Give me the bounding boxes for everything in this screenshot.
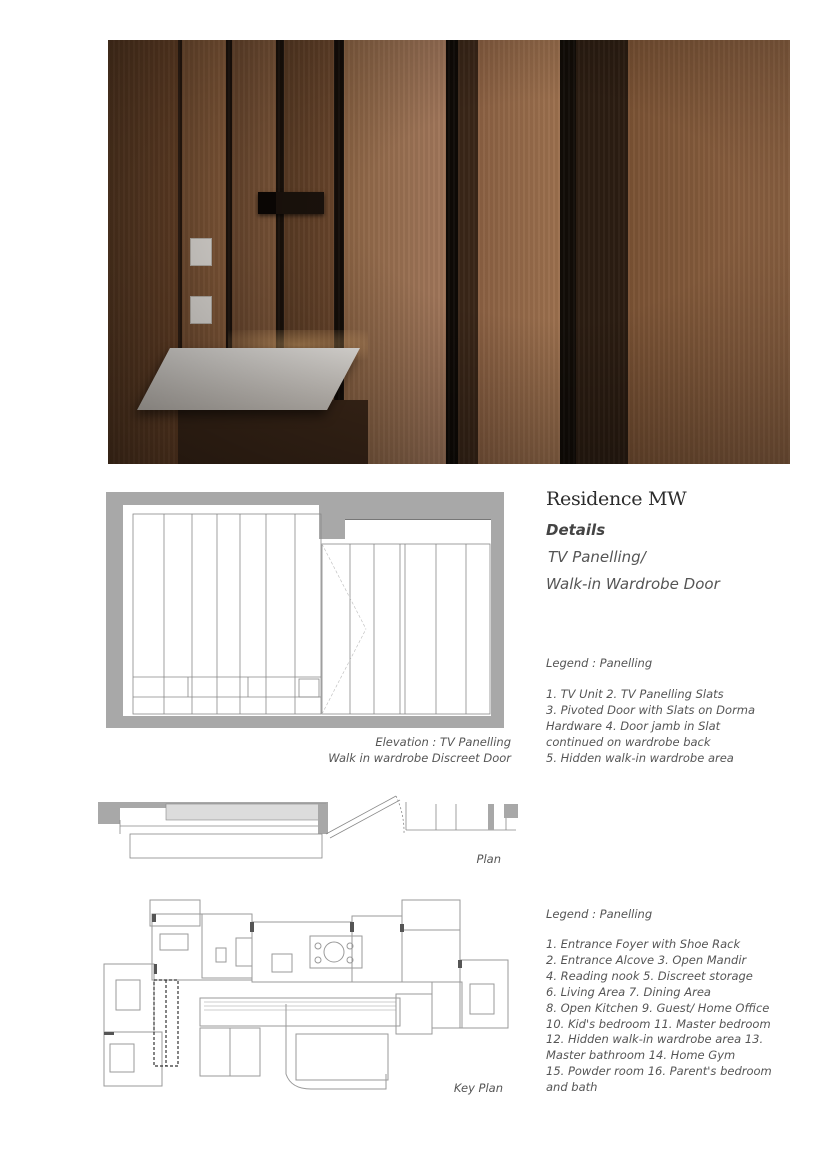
- elevation-caption-1: Elevation : TV Panelling: [375, 735, 511, 749]
- legend-item: 6. Living Area 7. Dining Area: [546, 984, 711, 999]
- photo-vignette: [108, 40, 790, 464]
- legend-item: 15. Powder room 16. Parent's bedroom: [546, 1064, 772, 1079]
- legend-item: 1. TV Unit 2. TV Panelling Slats: [546, 687, 724, 701]
- legend-item: continued on wardrobe back: [546, 734, 711, 749]
- key-plan-drawing: [96, 894, 526, 1100]
- legend-item: 8. Open Kitchen 9. Guest/ Home Office: [546, 1000, 770, 1015]
- elevation-caption-2: Walk in wardrobe Discreet Door: [328, 751, 511, 765]
- legend-list-bottom: [546, 937, 786, 1096]
- elevation-drawing: [106, 492, 526, 732]
- legend-item: Hardware 4. Door jamb in Slat: [546, 718, 721, 733]
- legend-list-top: [546, 687, 786, 767]
- legend-item: 5. Hidden walk-in wardrobe area: [546, 750, 734, 765]
- legend-item: Master bathroom 14. Home Gym: [546, 1048, 736, 1063]
- section-subline-2: Walk-in Wardrobe Door: [546, 575, 720, 593]
- legend-item: 4. Reading nook 5. Discreet storage: [546, 968, 753, 983]
- section-subtitle: Details: [546, 521, 606, 539]
- legend-title-top: Legend : Panelling: [546, 656, 653, 670]
- page-title: Residence MW: [546, 488, 687, 510]
- key-plan-caption: Key Plan: [453, 1081, 503, 1095]
- legend-title-bottom: Legend : Panelling: [546, 907, 653, 921]
- legend-item: 10. Kid's bedroom 11. Master bedroom: [546, 1016, 771, 1031]
- plan-drawing: [96, 774, 522, 860]
- interior-photo: [108, 40, 790, 464]
- legend-item: 2. Entrance Alcove 3. Open Mandir: [546, 952, 747, 967]
- plan-caption: Plan: [476, 852, 501, 866]
- legend-item: 3. Pivoted Door with Slats on Dorma: [546, 702, 756, 717]
- section-subline-1: TV Panelling/: [548, 548, 646, 566]
- legend-item: 12. Hidden walk-in wardrobe area 13.: [546, 1032, 764, 1047]
- legend-item: 1. Entrance Foyer with Shoe Rack: [546, 937, 741, 951]
- legend-item: and bath: [546, 1080, 598, 1095]
